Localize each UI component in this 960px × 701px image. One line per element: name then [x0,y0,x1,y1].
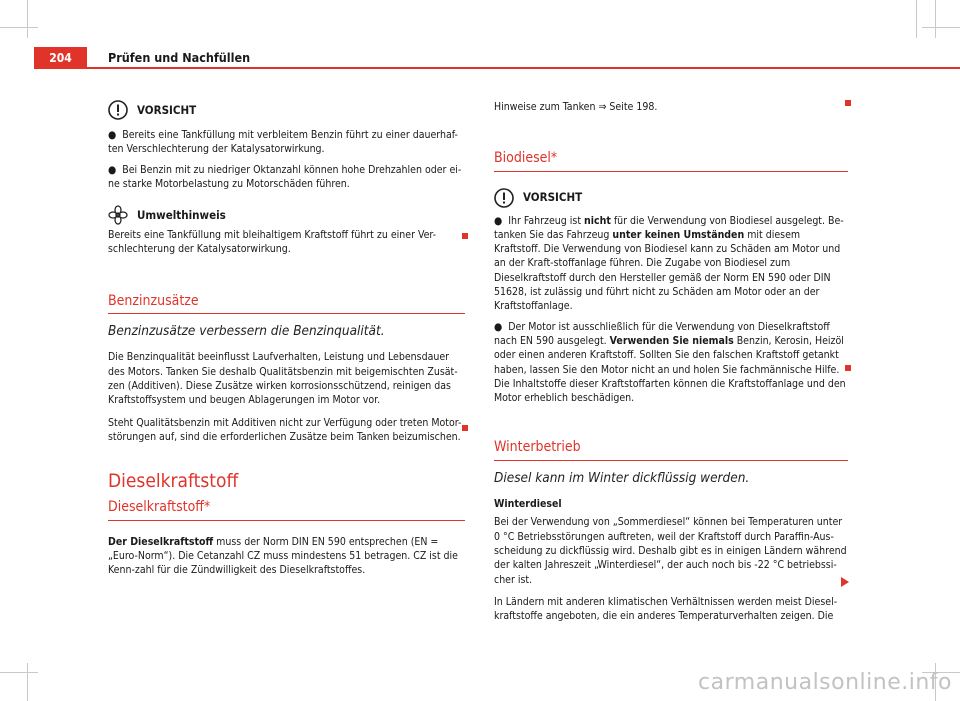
end-mark [462,425,468,431]
end-mark [845,100,851,106]
environment-text: Bereits eine Tankfüllung mit bleihaltigem Kraftstoff führt zu einer Ver-schlechterung der Katalysatorwirkung. [108,229,437,256]
caution-title: VORSICHT [523,190,583,205]
crop-mark [0,672,38,673]
section-heading-winter: Winterbetrieb [494,440,848,460]
warning-icon [494,188,514,208]
list-item: ● Bei Benzin mit zu niedriger Oktanzahl können hohe Drehzahlen oder ei-ne starke Motorbelastung zu Motorschäden führen. [108,163,462,190]
crop-mark [27,0,28,38]
section-subtitle: Benzinzusätze verbessern die Benzinqualität. [108,323,385,340]
crop-mark [922,27,960,28]
section-heading-additives: Benzinzusätze [108,294,465,314]
paragraph: Steht Qualitätsbenzin mit Additiven nicht zur Verfügung oder treten Motor-störungen auf, sind die erforderlichen Zusätze beim Tanken beizumischen. [108,416,462,443]
crop-mark [27,663,28,701]
crop-mark [935,0,936,38]
paragraph: Der Dieselkraftstoff muss der Norm DIN EN 590 entsprechen (EN = „Euro-Norm“). Die Cetanzahl CZ muss mindestens 51 betragen. CZ ist die Kenn-zahl für die Zündwilligkeit des Dieselkraftstoffes. [108,535,458,577]
watermark: carmanualsonline.info [698,670,952,695]
end-mark [462,233,468,239]
paragraph: In Ländern mit anderen klimatischen Verhältnissen werden meist Diesel-kraftstoffe angeboten, die ein anderes Temperaturverhalten zeigen. Die [494,595,838,623]
section-heading-diesel: Dieselkraftstoff* [108,500,465,520]
sub-heading: Winterdiesel [494,498,562,511]
chapter-heading-diesel: Dieselkraftstoff [108,470,239,493]
cross-reference: Hinweise zum Tanken ⇒ Seite 198. [494,101,658,113]
continue-arrow-icon [841,577,849,587]
paragraph: Bei der Verwendung von „Sommerdiesel“ können bei Temperaturen unter 0 °C Betriebsstörungen auftreten, weil der Kraftstoff durch Paraffin-Aus-scheidung zu dickflüssig wird. Deshalb gibt es in einigen Ländern während der kalten Jahreszeit „Winterdiesel“, der auch noch bis -22 °C betriebssi-cher ist. [494,516,847,586]
end-mark [845,365,851,371]
crop-mark [0,27,38,28]
warning-icon [108,100,128,120]
header-rule [87,67,960,69]
caution-title: VORSICHT [137,102,197,117]
page-number: 204 [49,51,72,65]
list-item: ● Ihr Fahrzeug ist nicht für die Verwendung von Biodiesel ausgelegt. Be-tanken Sie das Fahrzeug unter keinen Umständen mit diesem Kraftstoff. Die Verwendung von Biodiesel kann zu Schäden am Motor und an der Kraft-stoffanlage führen. Die Zugabe von Biodiesel zum Dieselkraftstoff durch den Hersteller gemäß der Norm EN 590 oder DIN 51628, ist zulässig und führt nicht zu Schäden am Motor oder an der Kraftstoffanlage. [494,214,844,313]
section-heading-biodiesel: Biodiesel* [494,151,848,171]
crop-mark [916,0,917,38]
paragraph: Die Benzinqualität beeinflusst Laufverhalten, Leistung und Lebensdauer des Motors. Tanken Sie deshalb Qualitätsbenzin mit beigemischten Zusät-zen (Additiven). Diese Zusätze wirken korrosionsschützend, reinigen das Kraftstoffsystem und beugen Ablagerungen im Motor vor. [108,351,458,407]
left-column [108,100,465,578]
list-item: ● Der Motor ist ausschließlich für die Verwendung von Dieselkraftstoff nach EN 590 ausgelegt. Verwenden Sie niemals Benzin, Kerosin, Heizöl oder einen anderen Kraftstoff. Sollten Sie den falschen Kraftstoff getankt haben, lassen Sie den Motor nicht an und holen Sie fachmännische Hilfe. Die Inhaltstoffe dieser Kraftstoffarten können die Kraftstoffanlage und den Motor erheblich beschädigen. [494,320,846,405]
environment-heading [108,205,465,225]
caution-heading [108,100,465,120]
flower-icon [108,205,128,225]
page-title: Prüfen und Nachfüllen [108,50,251,65]
caution-heading [494,188,848,208]
section-subtitle: Diesel kann im Winter dickflüssig werden. [494,469,750,486]
list-item: ● Bereits eine Tankfüllung mit verbleitem Benzin führt zu einer dauerhaf-ten Verschlechterung der Katalysatorwirkung. [108,129,458,156]
environment-title: Umwelthinweis [137,208,226,223]
right-column [494,100,848,623]
